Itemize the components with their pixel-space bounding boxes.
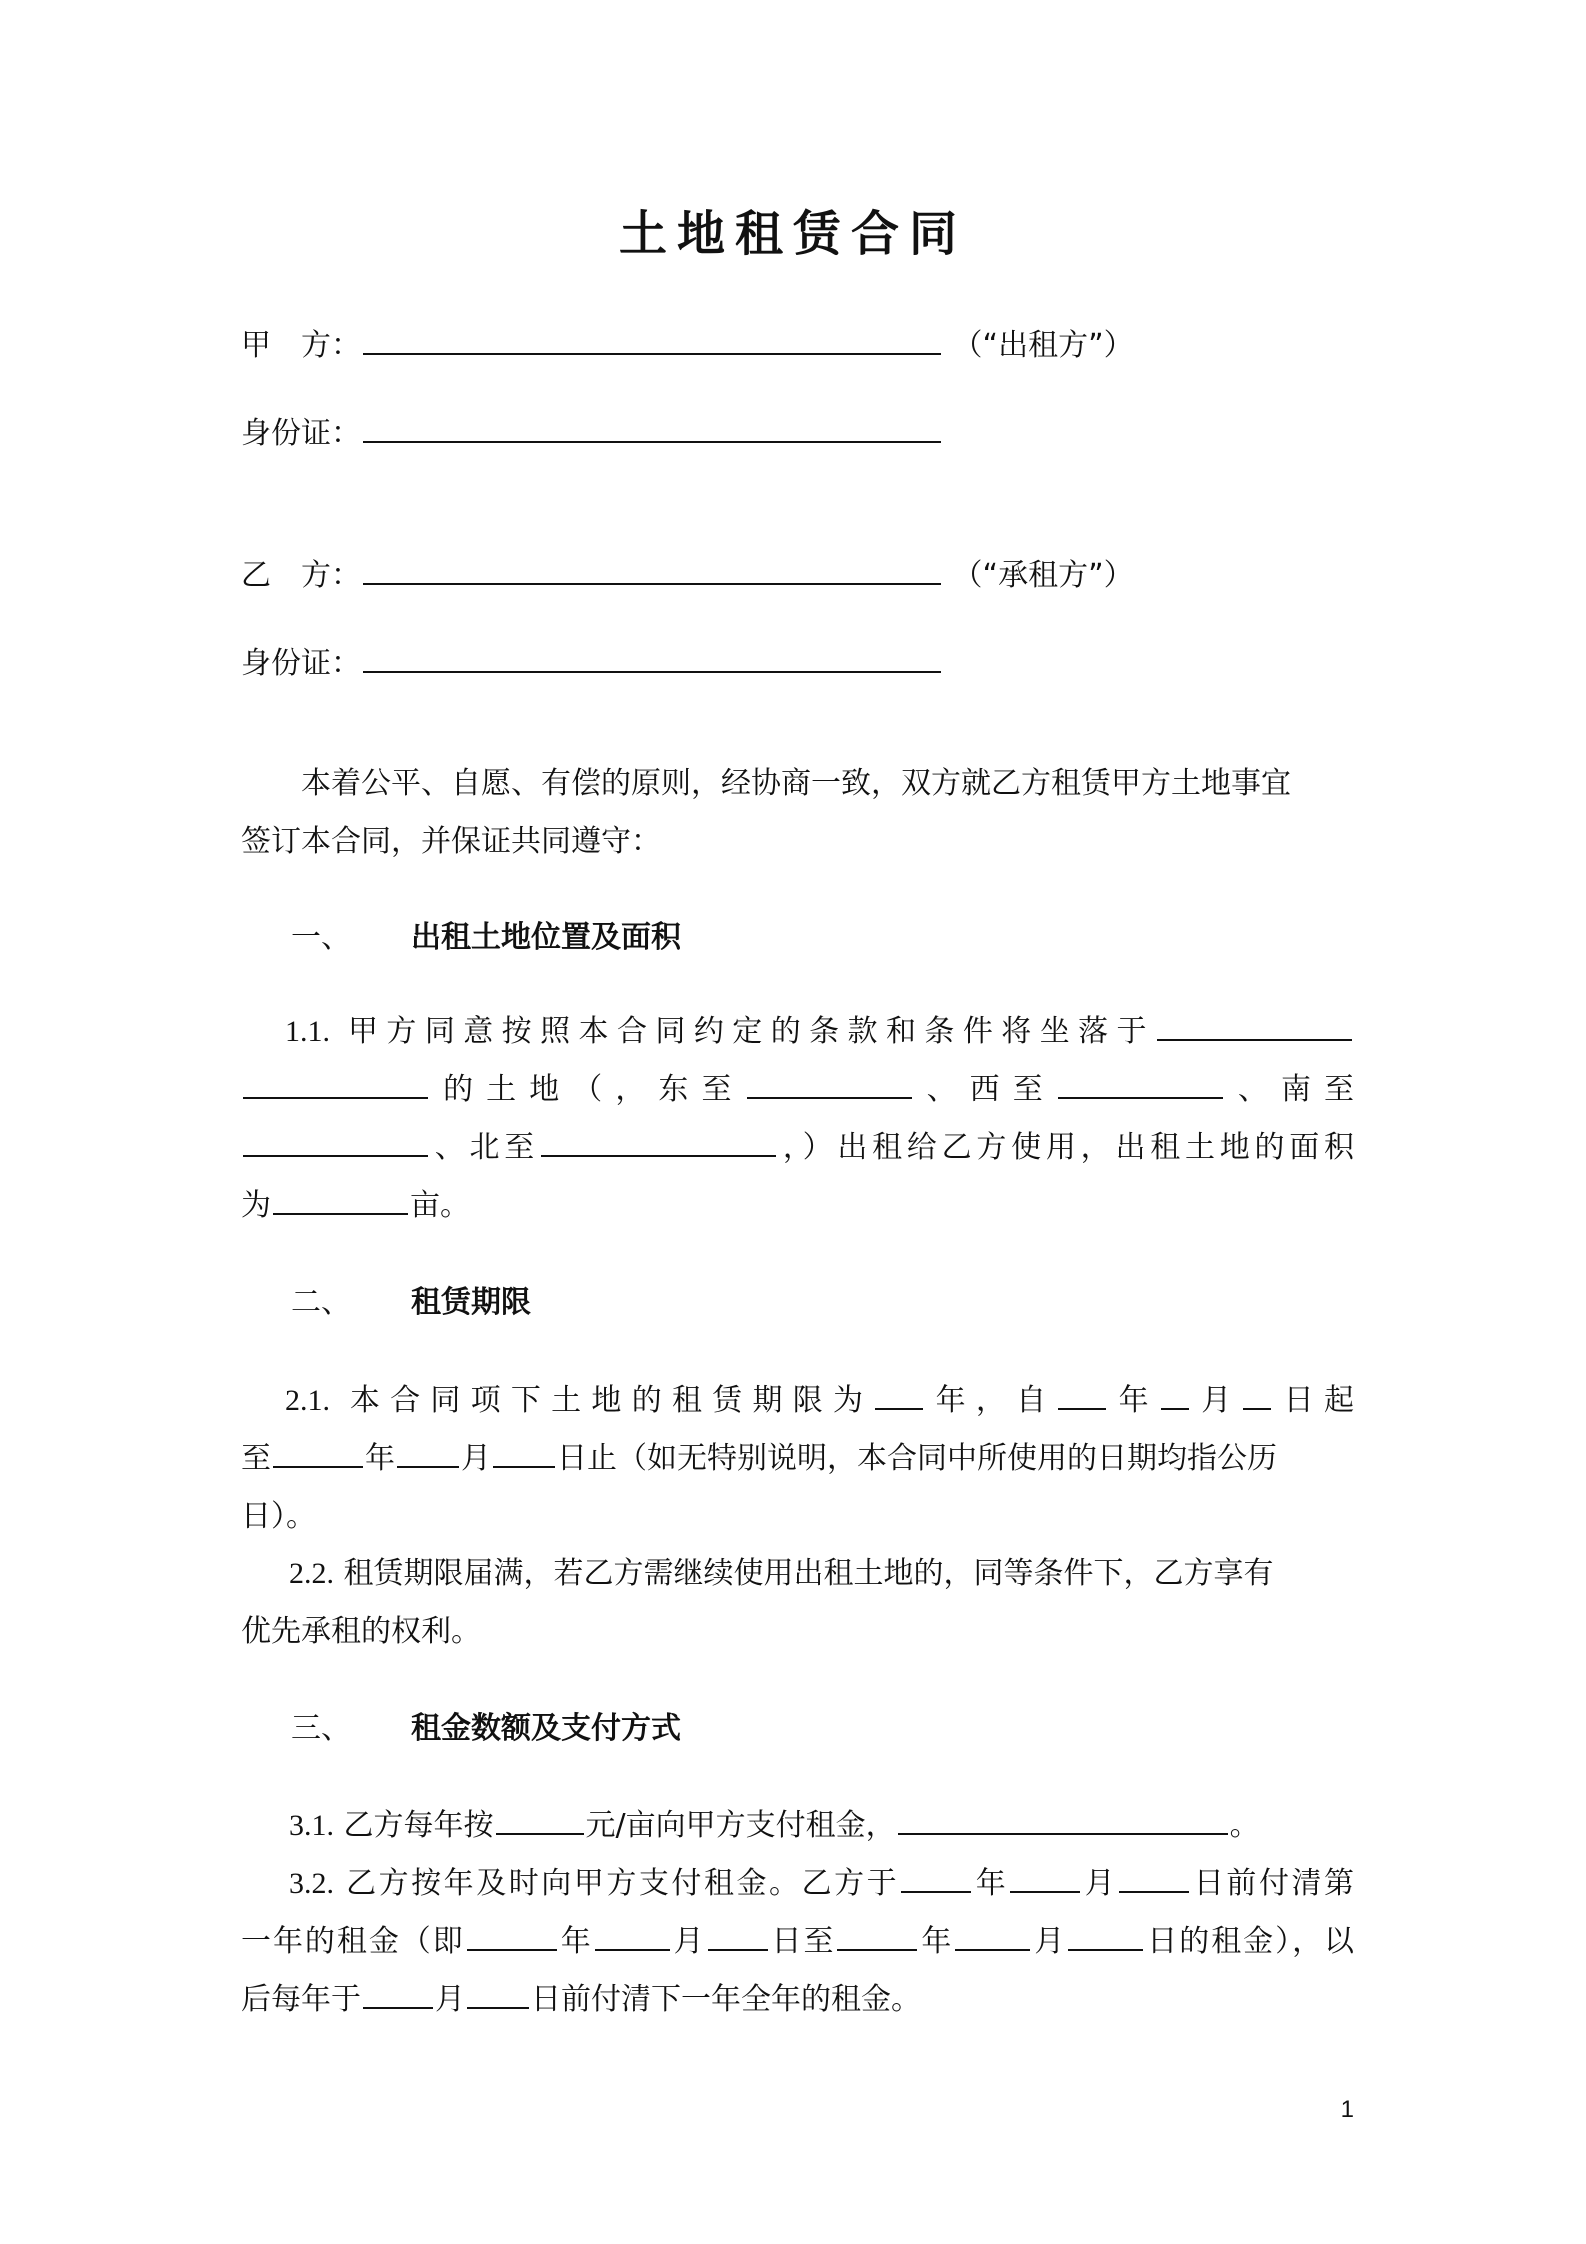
clause-3-2-text-h: 日至 [769, 1924, 836, 1959]
annual-pay-month-blank[interactable] [363, 1977, 433, 2009]
period-start-month-blank[interactable] [595, 1919, 670, 1951]
clause-3-2-text-a: 乙方按年及时向甲方支付租金。乙方于 [346, 1866, 900, 1901]
clause-3-2-line-3 [241, 1971, 1354, 2029]
party-a-id-label: 身份证： [241, 416, 361, 451]
clause-1-1-text-h: 亩。 [410, 1188, 470, 1223]
section-2-number: 二、 [291, 1285, 351, 1320]
clause-3-1 [241, 1797, 1354, 1855]
page-number: 1 [1340, 2096, 1354, 2123]
party-b-id-line [241, 635, 1354, 693]
section-2-title: 租赁期限 [411, 1285, 531, 1320]
start-year-blank[interactable] [1058, 1378, 1106, 1410]
section-3-title: 租金数额及支付方式 [411, 1711, 681, 1746]
end-day-blank[interactable] [493, 1436, 555, 1468]
clause-3-2-text-k: 日的租金），以 [1145, 1924, 1355, 1959]
clause-1-1-text-f: ，）出租给乙方使用，出租土地的面积 [778, 1130, 1355, 1165]
party-b-id-blank[interactable] [363, 641, 941, 673]
clause-3-1-text-a: 乙方每年按 [343, 1808, 494, 1843]
period-end-day-blank[interactable] [1068, 1919, 1143, 1951]
clause-1-1-text-d: 、南至 [1224, 1072, 1355, 1107]
clause-3-2-text-e: 一年的租金（即 [241, 1924, 465, 1959]
party-a-blank[interactable] [363, 323, 941, 355]
rent-total-blank[interactable] [898, 1803, 1228, 1835]
first-pay-day-blank[interactable] [1119, 1861, 1189, 1893]
clause-2-1-text-c: 年 [1108, 1383, 1159, 1418]
clause-3-1-text-c: 。 [1229, 1808, 1260, 1843]
start-month-blank[interactable] [1161, 1378, 1189, 1410]
section-2-heading [241, 1274, 1354, 1332]
clause-2-1-text-d: 月 [1190, 1383, 1242, 1418]
clause-2-1 [241, 1372, 1354, 1546]
clause-1-1-line-1 [241, 1003, 1354, 1061]
clause-3-2-text-i: 年 [919, 1924, 954, 1959]
clause-2-1-text-b: 年，自 [925, 1383, 1057, 1418]
rent-per-mu-blank[interactable] [496, 1803, 584, 1835]
party-b-line [241, 547, 1354, 605]
clause-2-2 [241, 1545, 1354, 1661]
clause-2-1-text-h: 月 [461, 1441, 491, 1476]
clause-1-1-text-b: 的土地（，东至 [430, 1072, 745, 1107]
south-boundary-blank[interactable] [243, 1125, 428, 1157]
clause-2-1-text-g: 年 [365, 1441, 395, 1476]
east-boundary-blank[interactable] [747, 1067, 912, 1099]
clause-3-2-number: 3.2. [289, 1867, 334, 1900]
clause-3-2-text-c: 月 [1082, 1866, 1118, 1901]
clause-1-1-text-e: 、北至 [430, 1130, 540, 1165]
intro-paragraph [241, 755, 1354, 871]
section-3-heading [241, 1700, 1354, 1758]
party-a-label: 甲 方： [241, 328, 361, 363]
clause-2-1-text-i: 日止（如无特别说明，本合同中所使用的日期均指公历 [557, 1441, 1277, 1476]
clause-3-2-text-f: 年 [558, 1924, 593, 1959]
end-year-blank[interactable] [273, 1436, 363, 1468]
clause-2-2-number: 2.2. [289, 1557, 334, 1590]
section-1-heading [241, 909, 1354, 967]
clause-3-2-line-2 [241, 1913, 1354, 1971]
section-1-title: 出租土地位置及面积 [411, 920, 681, 955]
north-boundary-blank[interactable] [541, 1125, 776, 1157]
intro-line-1: 本着公平、自愿、有偿的原则，经协商一致，双方就乙方租赁甲方土地事宜 [301, 766, 1291, 801]
clause-1-1-text-g: 为 [241, 1188, 271, 1223]
clause-3-2-text-d: 日前付清第 [1191, 1866, 1355, 1901]
area-blank[interactable] [273, 1183, 408, 1215]
period-end-year-blank[interactable] [837, 1919, 917, 1951]
start-day-blank[interactable] [1243, 1378, 1271, 1410]
party-a-id-line [241, 405, 1354, 463]
party-b-role: （“承租方”） [952, 558, 1134, 593]
end-month-blank[interactable] [397, 1436, 459, 1468]
annual-pay-day-blank[interactable] [467, 1977, 529, 2009]
clause-3-1-number: 3.1. [289, 1809, 334, 1842]
clause-3-1-text-b: 元/亩向甲方支付租金， [585, 1808, 896, 1843]
clause-3-2 [241, 1855, 1354, 2029]
clause-1-1-text-a: 甲方同意按照本合同约定的条款和条件将坐落于 [347, 1014, 1155, 1049]
clause-2-1-text-f: 至 [241, 1441, 271, 1476]
period-start-day-blank[interactable] [708, 1919, 768, 1951]
party-a-id-blank[interactable] [363, 411, 941, 443]
clause-1-1-line-3 [241, 1119, 1354, 1177]
clause-3-2-text-b: 年 [973, 1866, 1009, 1901]
clause-3-2-text-l: 后每年于 [241, 1982, 361, 2017]
section-1-number: 一、 [291, 920, 351, 955]
location-blank-2[interactable] [243, 1067, 428, 1099]
intro-line-2: 签订本合同，并保证共同遵守： [241, 824, 661, 859]
clause-2-1-text-a: 本合同项下土地的租赁期限为 [349, 1383, 874, 1418]
period-start-year-blank[interactable] [467, 1919, 557, 1951]
party-a-line [241, 317, 1354, 375]
party-b-blank[interactable] [363, 553, 941, 585]
west-boundary-blank[interactable] [1058, 1067, 1223, 1099]
first-pay-year-blank[interactable] [901, 1861, 971, 1893]
clause-3-2-text-n: 日前付清下一年全年的租金。 [531, 1982, 921, 2017]
clause-1-1-number: 1.1. [285, 1015, 330, 1048]
clause-1-1 [241, 1003, 1354, 1235]
clause-2-1-line-3: 日）。 [241, 1499, 316, 1534]
party-b-label: 乙 方： [241, 558, 361, 593]
clause-2-2-line-2: 优先承租的权利。 [241, 1614, 481, 1649]
clause-2-2-text-a: 租赁期限届满，若乙方需继续使用出租土地的，同等条件下，乙方享有 [343, 1556, 1274, 1591]
clause-3-2-line-1 [241, 1855, 1354, 1913]
document-title: 土地租赁合同 [618, 206, 967, 262]
clause-3-2-text-m: 月 [435, 1982, 465, 2017]
clause-2-1-text-e: 日起 [1273, 1383, 1355, 1418]
clause-1-1-line-4 [241, 1177, 1354, 1235]
period-end-month-blank[interactable] [955, 1919, 1030, 1951]
clause-1-1-text-c: 、西至 [913, 1072, 1056, 1107]
clause-2-1-line-2 [241, 1430, 1354, 1488]
clause-2-1-number: 2.1. [285, 1384, 330, 1417]
clause-3-2-text-g: 月 [671, 1924, 706, 1959]
party-b-id-label: 身份证： [241, 646, 361, 681]
clause-2-1-line-1 [241, 1372, 1354, 1430]
first-pay-month-blank[interactable] [1010, 1861, 1080, 1893]
clause-3-2-text-j: 月 [1032, 1924, 1067, 1959]
clause-2-2-line-1 [241, 1545, 1354, 1603]
clause-1-1-line-2 [241, 1061, 1354, 1119]
party-a-role: （“出租方”） [952, 328, 1134, 363]
location-blank-1[interactable] [1157, 1009, 1352, 1041]
section-3-number: 三、 [291, 1711, 351, 1746]
term-years-blank[interactable] [875, 1378, 923, 1410]
